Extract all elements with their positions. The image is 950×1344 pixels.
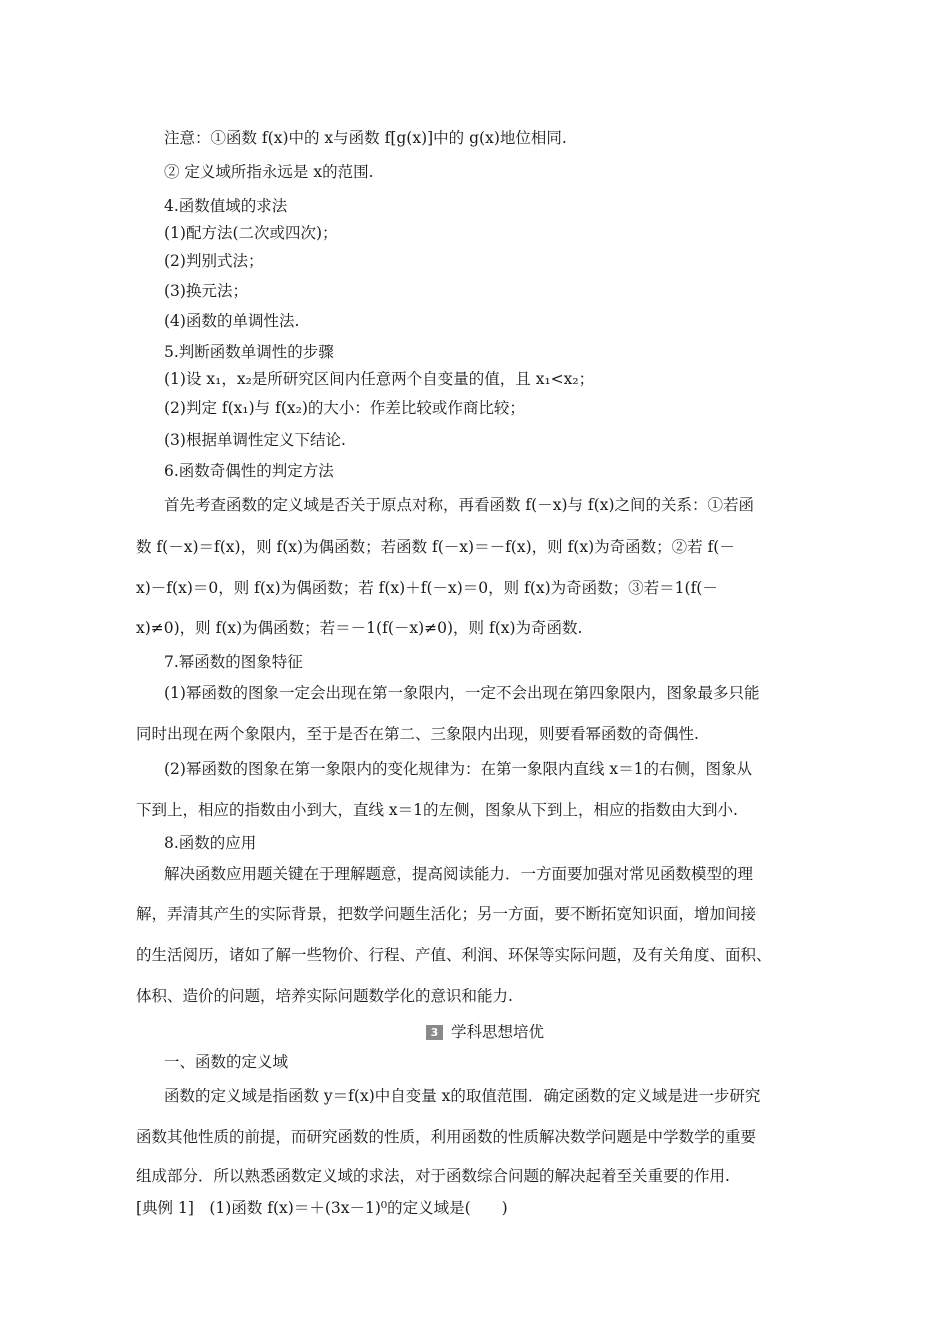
heading-5: 5.判断函数单调性的步骤	[164, 343, 334, 361]
note-line: 注意：①函数 f(x)中的 x与函数 f[g(x)]中的 g(x)地位相同.	[164, 129, 567, 147]
paragraph-line: 的生活阅历，诸如了解一些物价、行程、产值、利润、环保等实际问题，及有关角度、面积、	[136, 946, 772, 964]
paragraph-line: 解决函数应用题关键在于理解题意，提高阅读能力．一方面要加强对常见函数模型的理	[164, 865, 754, 883]
heading-8: 8.函数的应用	[164, 834, 257, 852]
list-item: (1)设 x₁，x₂是所研究区间内任意两个自变量的值，且 x₁<x₂；	[164, 370, 595, 388]
list-item: (3)根据单调性定义下结论.	[164, 431, 346, 449]
section-badge: 3	[426, 1025, 443, 1040]
paragraph-line: 解，弄清其产生的实际背景，把数学问题生活化；另一方面，要不断拓宽知识面，增加间接	[136, 905, 757, 923]
example-line: [典例 1] (1)函数 f(x)＝＋(3x－1)⁰的定义域是( )	[136, 1199, 508, 1217]
paragraph-line: 下到上，相应的指数由小到大，直线 x＝1的左侧，图象从下到上，相应的指数由大到小.	[136, 801, 738, 819]
paragraph-line: 体积、造价的问题，培养实际问题数学化的意识和能力.	[136, 987, 513, 1005]
heading-6: 6.函数奇偶性的判定方法	[164, 462, 334, 480]
paragraph-line: 函数的定义域是指函数 y＝f(x)中自变量 x的取值范围．确定函数的定义域是进一步研究	[164, 1087, 761, 1105]
paragraph-line: 首先考查函数的定义域是否关于原点对称，再看函数 f(－x)与 f(x)之间的关系：①若函	[164, 496, 755, 514]
heading-4: 4.函数值域的求法	[164, 197, 288, 215]
section-heading	[426, 1022, 544, 1042]
paragraph-line: (2)幂函数的图象在第一象限内的变化规律为：在第一象限内直线 x＝1的右侧，图象从	[164, 760, 752, 778]
paragraph-line: 同时出现在两个象限内，至于是否在第二、三象限内出现，则要看幂函数的奇偶性.	[136, 725, 699, 743]
list-item: (3)换元法；	[164, 282, 248, 300]
paragraph-line: 数 f(－x)＝f(x)，则 f(x)为偶函数；若函数 f(－x)＝－f(x)，则 f(x)为奇函数；②若 f(－	[136, 538, 735, 556]
subheading: 一、函数的定义域	[164, 1053, 289, 1071]
paragraph-line: (1)幂函数的图象一定会出现在第一象限内，一定不会出现在第四象限内，图象最多只能	[164, 684, 760, 702]
paragraph-line: 组成部分．所以熟悉函数定义域的求法，对于函数综合问题的解决起着至关重要的作用.	[136, 1167, 730, 1185]
paragraph-line: 函数其他性质的前提，而研究函数的性质，利用函数的性质解决数学问题是中学数学的重要	[136, 1128, 757, 1146]
note-line: ② 定义域所指永远是 x的范围.	[164, 163, 374, 181]
heading-7: 7.幂函数的图象特征	[164, 653, 303, 671]
paragraph-line: x)≠0)，则 f(x)为偶函数；若＝－1(f(－x)≠0)，则 f(x)为奇函数.	[136, 619, 583, 637]
paragraph-line: x)－f(x)＝0，则 f(x)为偶函数；若 f(x)＋f(－x)＝0，则 f(x)为奇函数；③若＝1(f(－	[136, 579, 718, 597]
list-item: (4)函数的单调性法.	[164, 312, 300, 330]
list-item: (2)判别式法；	[164, 252, 264, 270]
section-title: 学科思想培优	[451, 1023, 545, 1041]
list-item: (1)配方法(二次或四次)；	[164, 224, 338, 242]
list-item: (2)判定 f(x₁)与 f(x₂)的大小：作差比较或作商比较；	[164, 399, 525, 417]
